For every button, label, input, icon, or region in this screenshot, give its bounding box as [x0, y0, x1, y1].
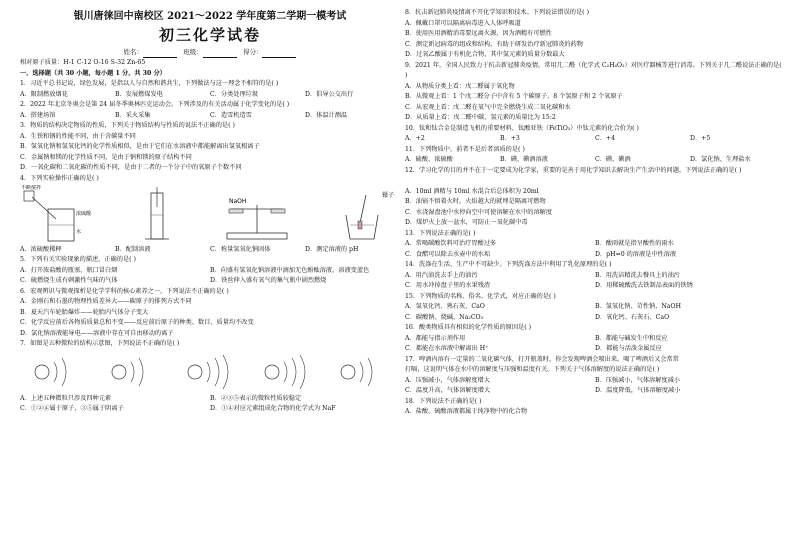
option: C．碘、碘酒 [595, 156, 631, 163]
option: D．铁丝伸入盛有氧气的集气瓶中剧烈燃烧 [210, 277, 327, 284]
option: A．限制燃放烟花 [20, 90, 68, 98]
atom-diagram [250, 352, 324, 392]
option: B．油锅不慎着火时，火焰越大的就埋是隔离可燃物 [405, 198, 546, 205]
option: D．氯化钠、生理盐水 [690, 156, 751, 163]
option: A．盐酸、硫酸溶液都属于纯净物中的化合物 [405, 408, 528, 415]
question-13-options-2 [405, 250, 785, 261]
left-column [20, 8, 400, 415]
question-6: 6．宏观辨识与微观探析是化学学科的核心素养之一，下列说法不正确的是( ) [20, 287, 229, 295]
question-14-options-2 [405, 281, 785, 292]
question-18: 18．下列说法不正确的是( ) [405, 397, 482, 405]
question-1-options [20, 90, 400, 101]
option: D．从质量上看：戊二醛中碳、氢元素的质量比为 15:2 [405, 114, 556, 121]
question-10-options [405, 134, 785, 145]
option: C．+4 [595, 135, 616, 142]
option: C．用水冲掉盘子里的水果残渣 [405, 282, 491, 289]
class-label: 班级： [183, 48, 203, 56]
option: D．都能与活泼金属反应 [595, 345, 662, 352]
option: C．温度升高，气体溶解度增大 [405, 387, 491, 394]
option: C．硫燃烧生成有刺激性气味的气体 [20, 277, 118, 284]
option: B．从微观上看：1 个戊二醛分子中含有 5 个碳原子、8 个氢原子和 2 个氧原子 [405, 93, 623, 100]
option: A．金刚石和石墨的物理性质差异大——碳原子的排列方式不同 [20, 298, 192, 305]
option: C．水浇湿盘池中水停向空中可使溶解在水中的溶解度 [405, 208, 553, 216]
question-17: 17．啤酒内溶有一定量的二氧化碳气体，打开瓶盖时，你会发现啤酒会喷出来。喝了啤酒后又会常常 [405, 355, 679, 363]
question-7-options-2 [20, 404, 400, 415]
option: C．称量氢氧化钠固体 [210, 246, 271, 253]
question-5-options [20, 266, 400, 277]
option: B．碘、碘酒溶液 [500, 156, 548, 163]
option: B．氢氧化钠、苛性钠、NaOH [595, 303, 681, 310]
atom-diagram [20, 352, 94, 392]
experiment-figures [20, 185, 400, 245]
option: A．压强减小，气体溶解度增大 [405, 376, 490, 384]
option: B．向盛有氢氧化钠溶液中滴加无色酚酞溶液，溶液变蓝色 [210, 266, 370, 274]
option: D．pH=0 的溶液是中性溶液 [595, 250, 677, 258]
name-blank[interactable] [143, 51, 177, 58]
question-2-options [20, 111, 400, 122]
option: A．浓硫酸稀释 [20, 246, 62, 253]
atom-diagram [97, 352, 171, 392]
option: A．都能与指示剂作用 [405, 334, 466, 342]
score-label: 得分： [242, 48, 263, 56]
class-blank[interactable] [203, 51, 237, 58]
question-4: 4．下列实验操作正确的是( ) [20, 174, 99, 182]
right-column [405, 8, 785, 418]
option: C．测定新冠病毒的组成和结构，有助于研发治疗新冠肺炎的药物 [405, 40, 583, 48]
balance-figure [217, 185, 297, 245]
student-info-line [20, 46, 400, 58]
question-13-options [405, 239, 785, 250]
option: A．+2 [405, 135, 425, 142]
question-10: 10．钛和钛合金是制造飞机的重要材料，钛酸亚铁（FeTiO₃）中钛元素的化合价为( ) [405, 124, 639, 132]
question-14-options [405, 271, 785, 282]
question-11-options [405, 155, 785, 166]
option: C．都能在水溶液中解离出 H⁺ [405, 345, 489, 352]
option: D．+5 [690, 135, 711, 142]
question-8: 8．抗击新冠肺炎疫情离不开化学知识和技术。下列说法错误的是( ) [405, 9, 589, 16]
option: B．压强减小，气体溶解度减小 [595, 376, 680, 384]
option: B．使用医用酒精消毒要远离火源，因为酒精有可燃性 [405, 30, 552, 37]
option: C．①②④属于原子，③⑤属于阴离子 [20, 405, 124, 412]
score-blank[interactable] [262, 51, 296, 58]
option: D．温度降低，气体溶解度减小 [595, 387, 681, 394]
option: C．从宏观上看：戊二醛在氧气中完全燃烧生成二氧化碳和水 [405, 103, 571, 111]
option: D．体温计测温 [305, 111, 348, 119]
option: A．用汽油洗去手上的油污 [405, 271, 478, 279]
section-heading: 一、选择题（共 30 小题，每小题 1 分，共 30 分） [20, 69, 166, 77]
option: A．打开浓盐酸的瓶塞，瓶口冒白烟 [20, 266, 118, 274]
option: A．上述五种微粒只涉及四种元素 [20, 394, 112, 402]
atom-structure-diagrams [20, 352, 400, 392]
acid-label: 浓硫酸 [76, 211, 92, 217]
option: D．用稀硫酸洗去铁制品表面的铁锈 [595, 282, 693, 289]
option: C．造雪机造雪 [210, 111, 252, 119]
option: B．氢氧化钠和氢氧化钙的化学性质相似，是由于它们在水溶液中都能解离出氢氧根离子 [20, 143, 260, 150]
question-2: 2．2022 年北京冬奥会是第 24 届冬季奥林匹克运动会。下列涉及的有关活动属于化学变化的是( ) [20, 101, 290, 108]
atom-diagram [173, 352, 247, 392]
option: A．搭建场馆 [20, 111, 56, 119]
question-7-options [20, 394, 400, 405]
name-label: 姓名： [123, 48, 144, 56]
question-16-options [405, 334, 785, 345]
option: C．食醋可以除去水壶中的水垢 [405, 250, 491, 258]
exam-title: 银川唐徕回中南校区 2021～2022 学年度第二学期一模考试 [73, 11, 347, 22]
option: A．硫酸、浓硫酸 [405, 156, 453, 163]
option: C．金属钠和镁的化学性质不同，是由于钠和镁的原子结构不同 [20, 153, 192, 161]
question-3: 3．物质的结构决定物质的性质，下列关于物质结构与性质的说法不正确的是( ) [20, 122, 235, 129]
option: B．夏天汽车轮胎爆炸——轮胎内气体分子变大 [20, 308, 149, 316]
question-7: 7．如图是五种微粒的结构示意图，下列说法不正确的是( ) [20, 340, 180, 347]
option: A．佩戴口罩可以隔离病毒进入人体呼吸道 [405, 19, 521, 27]
question-17-options [405, 376, 785, 387]
question-16-options-2 [405, 344, 785, 355]
stir-label: 不断搅拌 [21, 185, 42, 191]
question-15-options-2 [405, 313, 785, 324]
question-14: 14．洗涤在生活、生产中不可缺少。下列洗涤方法中利用了乳化原理的是( ) [405, 261, 612, 268]
question-16: 16．酸类物质具有相似的化学性质的原因是( ) [405, 324, 532, 331]
option: A．从物质分类上看：戊二醛属于氧化物 [405, 82, 515, 90]
option: D．一氧化碳和二氧化碳的性质不同，是由于二者的一个分子中的氧原子个数不同 [20, 164, 242, 171]
option: D．过氧乙酸属于有机化合物，其中氢元素的质量分数最大 [405, 51, 565, 58]
option: B．都能与碱发生中和反应 [595, 334, 668, 342]
option: B．配制溶液 [115, 246, 151, 253]
ph-test-figure [330, 185, 400, 245]
option: B．用洗洁精洗去餐具上的油污 [595, 271, 680, 279]
question-11: 11．下列物质中，前者不是后者溶质的是( ) [405, 145, 525, 153]
option: D．倡导公交出行 [305, 90, 354, 98]
option: C．碳酸钠、烧碱、Na₂CO₃ [405, 313, 484, 321]
question-9: 9．2021 年，全国人民致力于抗击新冠肺炎疫情，常用几二醛（化学式 C₂H₄O₂）对医疗器械等进行消毒。下列关于几二醛说法正确的是( ) [405, 61, 782, 79]
question-1: 1．习近平总书记说，绿色发展，是指以人与自然和谐共生，下列做法与这一理念不相符的是( ) [20, 80, 279, 87]
option: D．煤炉火上放一盆水，可防止一氧化碳中毒 [405, 219, 528, 226]
question-5-options-2 [20, 276, 400, 287]
option: A．10ml 酒精与 10ml 水混合后总体积为 20ml [405, 187, 539, 195]
option: C．化学反应前后各物质质量总和不变——反应前后原子的种类、数目、质量均不改变 [20, 319, 254, 326]
question-4-options [20, 245, 400, 255]
graduated-cylinder-figure [133, 185, 183, 245]
option: D．①④对应元素组成化合物的化学式为 NaF [210, 405, 336, 412]
question-12: 12．学习化学的目的并不在于一定要成为化学家，重要的是善于用化学知识去解决生产生活中的问题。下列说法正确的是( ) [405, 166, 742, 174]
option: C．分类处理垃圾 [210, 90, 259, 98]
paper-title: 初三化学试卷 [158, 26, 261, 44]
question-5: 5．下列有关实验现象的描述，正确的是( ) [20, 256, 136, 263]
question-15: 15．下列物质的名称、俗名、化学式，对应正确的是( ) [405, 292, 556, 300]
option: B．发展燃煤发电 [115, 90, 163, 98]
atom-diagram [326, 352, 400, 392]
option: B．酸雨就是指呈酸性的雨水 [595, 240, 674, 247]
question-17-continued: 打嗝，这说明气体在水中的溶解度与压强和温度有关。下列关于气体溶解度的说法正确的是( ) [405, 366, 660, 373]
atomic-masses: 相对原子质量：H-1 C-12 O-16 S-32 Zn-65 [20, 59, 146, 66]
question-15-options [405, 302, 785, 313]
option: A．氢氧化钙、熟石灰、CaO [405, 303, 485, 310]
water-label: 水 [76, 229, 82, 235]
option: D．氯化钠溶液能导电——溶液中存在可自由移动的离子 [20, 329, 174, 337]
tweezers-label: 镊子 [381, 192, 394, 199]
naoh-label: NaOH [228, 198, 247, 205]
option: D．测定溶液的 pH [305, 246, 359, 253]
option: D．氧化钙、石灰石、CaO [595, 313, 670, 321]
option: A．常喝碳酸饮料可治疗胃酸过多 [405, 240, 497, 247]
option: A．生铁和钢的性能不同，由于含碳量不同 [20, 132, 136, 140]
question-13: 13．下列说法正确的是( ) [405, 229, 476, 237]
option: B．②③⑤表示的微粒性质较稳定 [210, 394, 302, 402]
dilution-figure [20, 185, 100, 245]
option: B．采火采集 [115, 111, 151, 119]
question-17-options-2 [405, 386, 785, 397]
option: B．+3 [500, 135, 520, 142]
